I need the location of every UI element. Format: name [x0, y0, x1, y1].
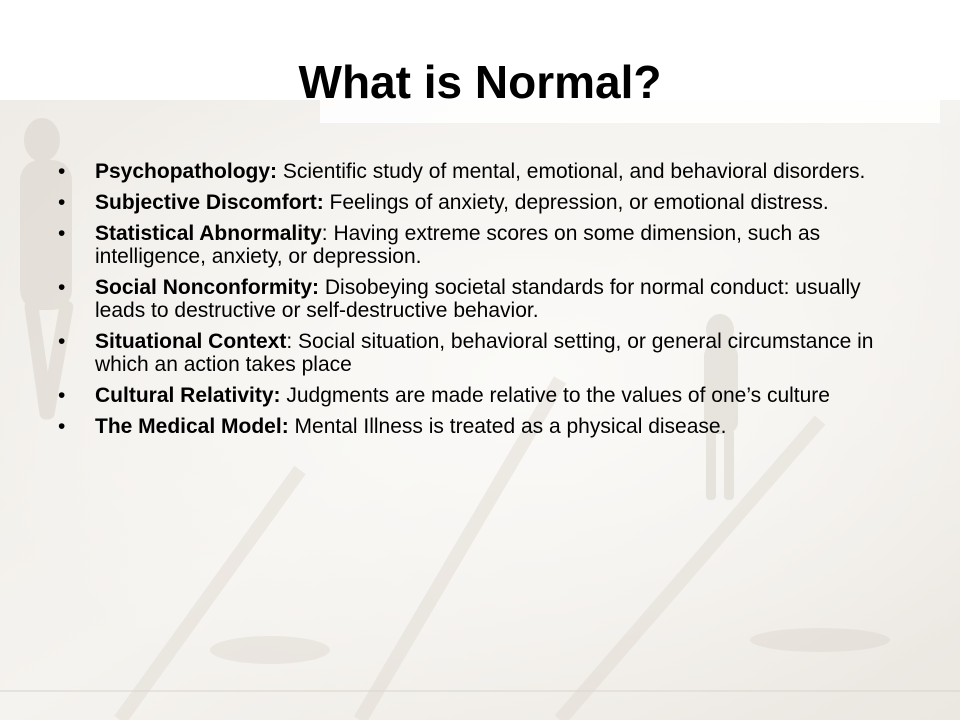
- bullet-psychopathology: [58, 160, 888, 183]
- definition: Scientific study of mental, emotional, and behavioral disorders.: [277, 160, 866, 183]
- bullet-dot: •: [58, 330, 66, 353]
- slide-title: What is Normal?: [298, 56, 662, 108]
- term: Situational Context: [95, 330, 287, 353]
- bullet-social-nonconformity: [58, 276, 888, 322]
- bullet-dot: •: [58, 384, 66, 407]
- bullet-dot: •: [58, 415, 66, 438]
- definition: Disobeying societal standards for normal conduct: usually leads to destructive or self-destructive behavior.: [95, 276, 861, 322]
- term: Cultural Relativity:: [95, 384, 281, 407]
- term: Statistical Abnormality: [95, 222, 322, 245]
- bullet-subjective-discomfort: [58, 191, 888, 214]
- definition: : Having extreme scores on some dimension, such as intelligence, anxiety, or depression.: [95, 222, 821, 268]
- term: Psychopathology:: [95, 160, 278, 183]
- term: Subjective Discomfort:: [95, 191, 324, 214]
- term: The Medical Model:: [95, 415, 289, 438]
- definition: Feelings of anxiety, depression, or emotional distress.: [323, 191, 829, 214]
- bullet-cultural-relativity: [58, 384, 888, 407]
- bullet-medical-model: [58, 415, 888, 438]
- bullet-list: [58, 160, 888, 446]
- bullet-statistical-abnormality: [58, 222, 888, 268]
- bullet-dot: •: [58, 222, 66, 245]
- definition: : Social situation, behavioral setting, or general circumstance in which an action takes place: [95, 330, 874, 376]
- bullet-dot: •: [58, 276, 66, 299]
- term: Social Nonconformity:: [95, 276, 320, 299]
- bullet-dot: •: [58, 191, 66, 214]
- definition: Mental Illness is treated as a physical disease.: [288, 415, 727, 438]
- bullet-situational-context: [58, 330, 888, 376]
- definition: Judgments are made relative to the values of one’s culture: [280, 384, 830, 407]
- bullet-dot: •: [58, 160, 66, 183]
